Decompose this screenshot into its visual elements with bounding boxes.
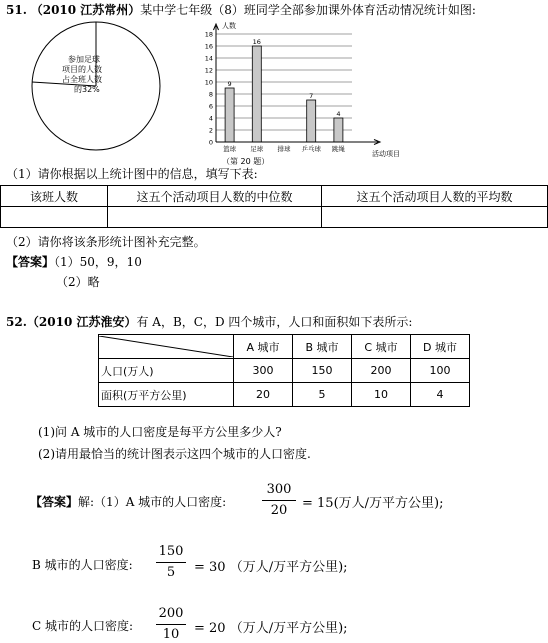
q51-answer-1: （1）50，9，10 [54,255,142,269]
q52-stem: 有 A，B，C，D 四个城市，人口和面积如下表所示: [136,315,413,329]
table-row [99,359,470,383]
q51-stem: 某中学七年级（8）班同学全部参加课外体育活动情况统计如图: [140,3,476,17]
fraction-c-bar [156,624,186,625]
fraction-a-denominator: 20 [270,503,288,518]
q52-header [6,314,412,330]
bar-value-label: 16 [252,38,261,46]
diagonal-header-cell [99,335,234,359]
bar-chart [190,16,410,160]
blank-cell-mean[interactable] [322,207,548,228]
q51-source: （2010 江苏常州） [30,3,141,17]
b-density-label: B 城市的人口密度: [32,558,133,572]
row-label-population: 人口(万人) [99,359,234,383]
result-a: = 15(万人/万平方公里); [302,496,444,511]
table-header-row [1,186,548,207]
y-tick-label: 8 [208,90,213,99]
result-b: = 30 （万人/万平方公里); [194,560,348,575]
x-axis-label: 活动项目 [372,150,400,158]
q51-part1: （1）请你根据以上统计图中的信息，填写下表: [6,167,258,181]
q52-source: （2010 江苏淮安） [26,315,137,329]
x-tick-label: 篮球 [223,145,237,153]
cell-pop-c: 200 [352,359,411,383]
q52-number: 52. [6,315,27,329]
city-header-row [99,335,470,359]
y-tick-label: 2 [208,126,213,135]
bar [225,88,234,142]
cell-pop-a: 300 [234,359,293,383]
col-city-c: C 城市 [352,335,411,359]
fraction-c-numerator: 200 [158,606,184,621]
bar-value-label: 9 [227,80,232,88]
q51-number: 51. [6,3,27,17]
fraction-b-denominator: 5 [166,565,176,580]
bar [252,46,261,142]
result-c: = 20 （万人/万平方公里); [194,621,348,636]
x-tick-label: 排球 [277,145,291,153]
col-city-d: D 城市 [411,335,470,359]
blank-cell-class-size[interactable] [1,207,108,228]
fraction-c [156,606,186,643]
y-tick-label: 6 [208,102,213,111]
fraction-a [262,482,296,519]
y-tick-label: 18 [204,30,213,39]
cell-area-c: 10 [352,383,411,407]
cell-area-b: 5 [293,383,352,407]
pie-text-2: 项目的人数 [62,65,102,74]
cell-area-d: 4 [411,383,470,407]
header-mean: 这五个活动项目人数的平均数 [322,186,548,207]
blank-cell-median[interactable] [108,207,322,228]
fraction-b [156,544,186,581]
pie-text-3: 占全班人数 [62,75,102,84]
y-tick-label: 10 [204,78,213,87]
header-class-size: 该班人数 [1,186,108,207]
bar-value-label: 7 [309,92,314,100]
q52-answer-label: 【答案】 [30,495,79,509]
y-axis-label: 人数 [222,22,236,30]
q51-answer-label: 【答案】 [6,255,55,269]
fraction-a-bar [262,500,296,501]
q51-answer-table [0,185,548,228]
col-city-a: A 城市 [234,335,293,359]
x-tick-label: 足球 [250,145,264,153]
figure-caption: （第 20 题） [222,157,270,166]
q52-city-table [98,334,470,407]
y-tick-label: 0 [208,138,213,147]
header-median: 这五个活动项目人数的中位数 [108,186,322,207]
y-tick-label: 4 [208,114,213,123]
col-city-b: B 城市 [293,335,352,359]
row-label-area: 面积(万平方公里) [99,383,234,407]
pie-text-1: 参加足球 [68,55,100,64]
q52-question-2: (2)请用最恰当的统计图表示这四个城市的人口密度. [38,447,311,461]
x-tick-label: 跳绳 [331,145,345,153]
cell-area-a: 20 [234,383,293,407]
q52-answer-intro-text: 解:（1）A 城市的人口密度: [78,495,227,509]
y-tick-label: 16 [204,42,213,51]
q52-answer-intro [30,494,226,510]
q51-answer-2: （2）略 [56,275,100,289]
y-tick-label: 12 [204,66,213,75]
pie-chart [30,20,162,152]
diagonal-line [99,336,233,357]
c-density-label: C 城市的人口密度: [32,619,134,633]
y-tick-label: 14 [204,54,213,63]
q51-answer [6,254,142,270]
bar-chart-bars [225,38,343,142]
bar-chart-grid [216,34,352,130]
table-blank-row [1,207,548,228]
bar-value-label: 4 [336,110,341,118]
q51-part2: （2）请你将该条形统计图补充完整。 [6,235,206,249]
fraction-b-bar [156,562,186,563]
cell-pop-d: 100 [411,359,470,383]
fraction-a-numerator: 300 [266,482,292,497]
q52-question-1: (1)问 A 城市的人口密度是每平方公里多少人? [38,425,282,439]
cell-pop-b: 150 [293,359,352,383]
bar [307,100,316,142]
bar [334,118,343,142]
pie-text-4: 的32% [74,85,100,94]
x-tick-label: 乒乓球 [301,145,321,153]
fraction-c-denominator: 10 [162,627,180,642]
fraction-b-numerator: 150 [158,544,184,559]
table-row [99,383,470,407]
